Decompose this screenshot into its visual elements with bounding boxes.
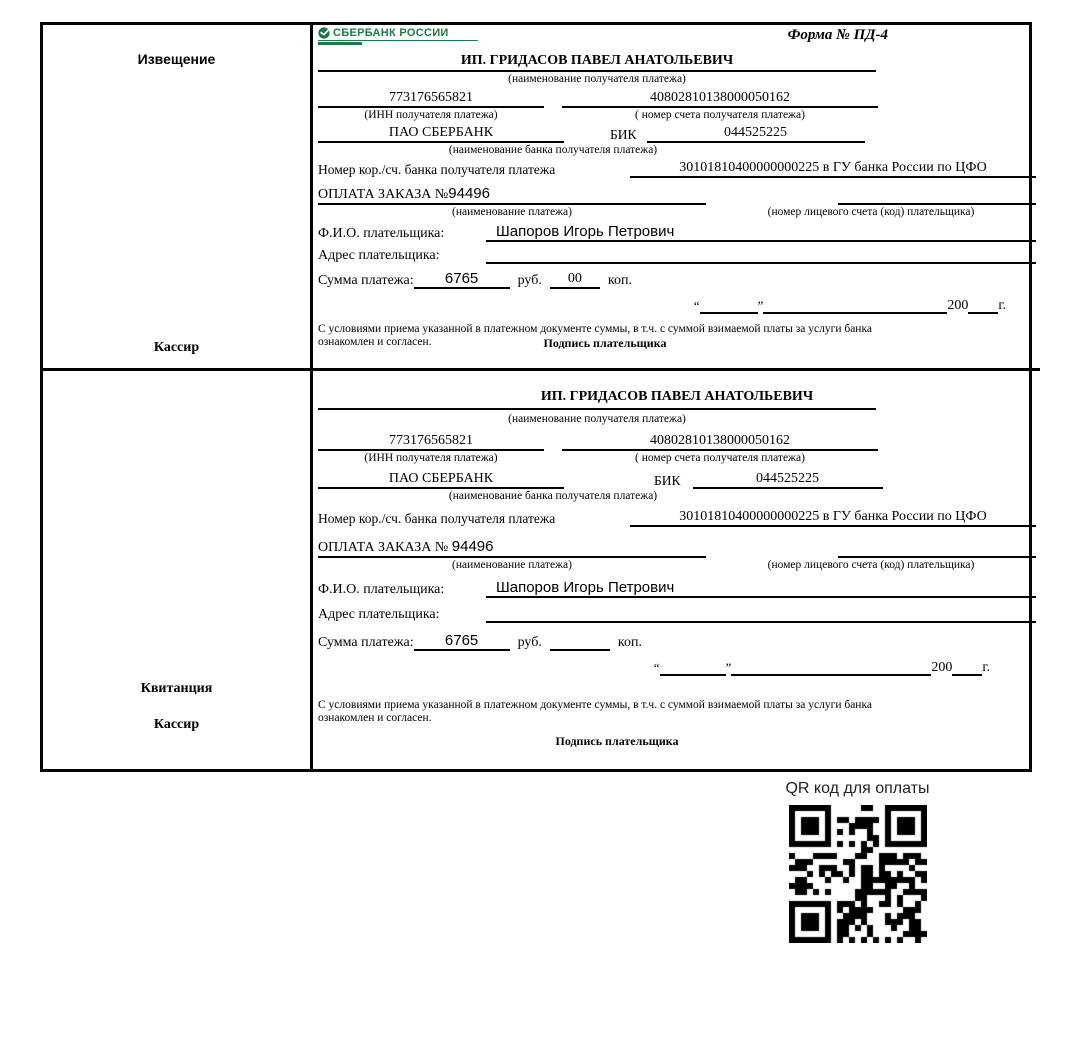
amount-kop-value: 00 [550, 271, 600, 289]
payer-name-label: Ф.И.О. плательщика: [318, 582, 445, 597]
quote-close: ” [757, 298, 764, 313]
sberbank-tagline [318, 42, 362, 45]
receipt-section-title: Квитанция [140, 681, 213, 696]
sberbank-logo [318, 27, 478, 45]
agreement-text-line1: С условиями приема указанной в платежном документе суммы, в т.ч. с суммой взимаемой платы за услуги банка [318, 699, 872, 711]
date-day-blank [660, 659, 726, 676]
date-year-suffix: г. [998, 298, 1006, 313]
date-year-blank [952, 659, 982, 676]
form-number: Форма № ПД-4 [787, 27, 888, 43]
date-year-suffix: г. [982, 660, 990, 675]
corr-account-label: Номер кор./сч. банка получателя платежа [318, 162, 556, 177]
account-caption: ( номер счета получателя платежа) [635, 452, 805, 464]
sum-label: Сумма платежа: [318, 273, 414, 288]
payment-purpose [318, 185, 706, 205]
amount-kop-value [550, 649, 610, 651]
notice-content [313, 25, 1040, 371]
payer-signature-label: Подпись плательщика [555, 734, 679, 749]
payer-name-value: Шапоров Игорь Петрович [486, 223, 1036, 242]
receipt-content [313, 371, 1040, 769]
sberbank-brand-text: СБЕРБАНК РОССИИ [333, 27, 449, 39]
recipient-caption: (наименование получателя платежа) [508, 413, 686, 425]
inn-value: 773176565821 [318, 433, 544, 451]
bank-caption: (наименование банка получателя платежа) [448, 144, 658, 156]
bik-value: 044525225 [693, 471, 883, 489]
pd4-form [40, 22, 1032, 772]
personal-code-caption: (номер лицевого счета (код) плательщика) [767, 206, 975, 218]
date-year-blank [968, 297, 998, 314]
order-number: 94496 [448, 185, 490, 202]
notice-section-title: Извещение [137, 51, 216, 67]
agreement-text-line1: С условиями приема указанной в платежном документе суммы, в т.ч. с суммой взимаемой платы за услуги банка [318, 323, 872, 335]
recipient-name: ИП. ГРИДАСОВ ПАВЕЛ АНАТОЛЬЕВИЧ [540, 389, 814, 404]
inn-value: 773176565821 [318, 90, 544, 108]
corr-account-value: 30101810400000000225 в ГУ банка России по ЦФО [630, 509, 1036, 527]
bank-caption: (наименование банка получателя платежа) [448, 490, 658, 502]
bik-value: 044525225 [647, 125, 865, 143]
payer-name-label: Ф.И.О. плательщика: [318, 226, 445, 241]
payment-name-caption: (наименование платежа) [452, 559, 572, 571]
quote-open: “ [653, 660, 660, 675]
payer-name-value: Шапоров Игорь Петрович [486, 579, 1036, 598]
sum-label: Сумма платежа: [318, 635, 414, 650]
date-year-prefix: 200 [947, 298, 969, 313]
quote-close: ” [725, 660, 732, 675]
account-value: 40802810138000050162 [562, 90, 878, 108]
qr-block [775, 780, 940, 943]
inn-caption: (ИНН получателя платежа) [364, 452, 498, 464]
account-value: 40802810138000050162 [562, 433, 878, 451]
order-label: ОПЛАТА ЗАКАЗА № [318, 187, 449, 202]
bank-name-value: ПАО СБЕРБАНК [318, 471, 564, 489]
bank-name-value: ПАО СБЕРБАНК [318, 125, 564, 143]
bik-label: БИК [610, 127, 637, 142]
agreement-text-line2: ознакомлен и согласен. [318, 336, 432, 349]
qr-title: QR код для оплаты [785, 780, 930, 797]
recipient-name: ИП. ГРИДАСОВ ПАВЕЛ АНАТОЛЬЕВИЧ [318, 53, 876, 72]
sberbank-emblem-icon [318, 27, 330, 39]
notice-cashier-label: Кассир [153, 340, 200, 355]
payment-name-caption: (наименование платежа) [452, 206, 572, 218]
account-caption: ( номер счета получателя платежа) [635, 109, 805, 121]
payer-address-blank [486, 246, 1036, 264]
personal-code-caption: (номер лицевого счета (код) плательщика) [767, 559, 975, 571]
amount-rub-value: 6765 [414, 270, 510, 289]
payer-address-label: Адрес плательщика: [318, 248, 440, 263]
inn-caption: (ИНН получателя платежа) [364, 109, 498, 121]
rub-label: руб. [517, 635, 542, 650]
date-month-blank [763, 297, 947, 314]
date-day-blank [700, 297, 758, 314]
date-year-prefix: 200 [931, 660, 953, 675]
kop-label: коп. [617, 635, 642, 650]
payment-purpose [318, 538, 706, 558]
bik-label: БИК [654, 473, 681, 488]
corr-account-value: 30101810400000000225 в ГУ банка России по ЦФО [630, 160, 1036, 178]
order-label: ОПЛАТА ЗАКАЗА № [318, 540, 452, 555]
kop-label: коп. [607, 273, 632, 288]
order-number: 94496 [451, 538, 494, 555]
payer-address-blank [486, 605, 1036, 623]
corr-account-label: Номер кор./сч. банка получателя платежа [318, 511, 556, 526]
agreement-text-line2: ознакомлен и согласен. [318, 712, 432, 725]
receipt-left-cell [43, 371, 313, 769]
recipient-caption: (наименование получателя платежа) [508, 73, 686, 85]
notice-left-cell [43, 25, 313, 371]
personal-code-blank [838, 187, 1036, 205]
receipt-cashier-label: Кассир [153, 717, 200, 732]
payer-signature-label: Подпись плательщика [543, 336, 667, 351]
rub-label: руб. [517, 273, 542, 288]
personal-code-blank [838, 540, 1036, 558]
payer-address-label: Адрес плательщика: [318, 607, 440, 622]
amount-rub-value: 6765 [414, 632, 510, 651]
date-month-blank [731, 659, 931, 676]
qr-code [789, 805, 927, 943]
quote-open: “ [693, 298, 700, 313]
